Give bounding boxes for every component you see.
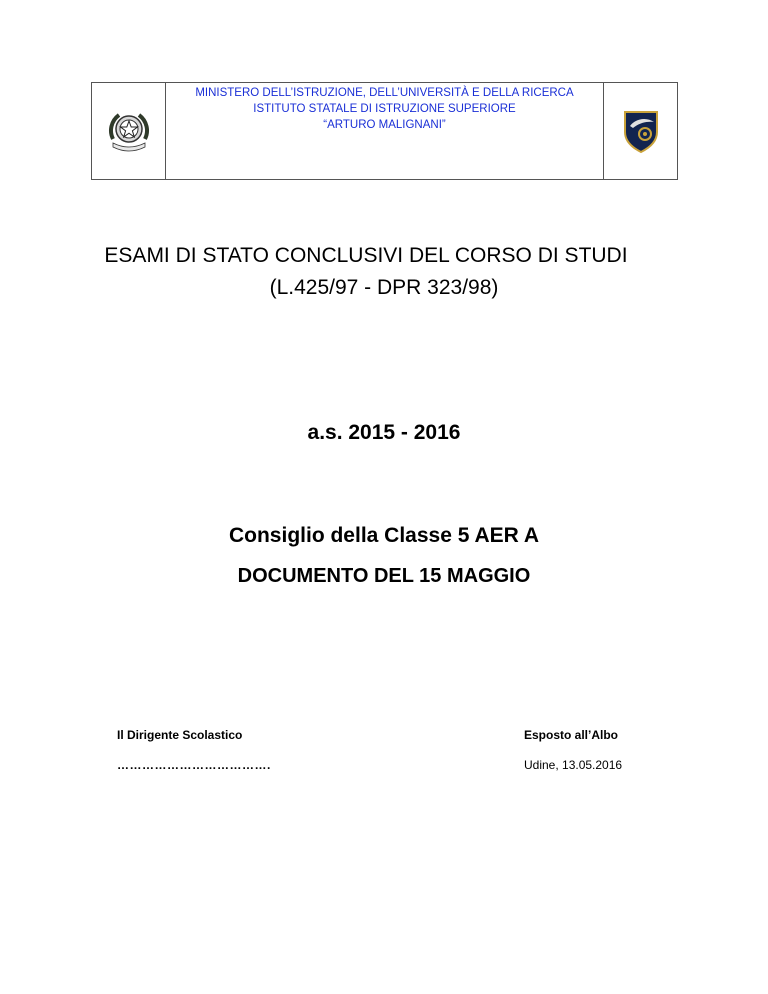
signature-line: ………………………………. bbox=[117, 758, 271, 772]
place-date: Udine, 13.05.2016 bbox=[524, 758, 623, 772]
institute-name: “ARTURO MALIGNANI” bbox=[323, 119, 446, 131]
ministry-name: MINISTERO DELL’ISTRUZIONE, DELL’UNIVERSITÀ E DELLA RICERCA bbox=[195, 87, 574, 99]
malignani-shield-icon bbox=[621, 108, 661, 154]
header-text bbox=[166, 83, 603, 179]
principal-label: Il Dirigente Scolastico bbox=[117, 728, 243, 742]
exam-title bbox=[0, 240, 768, 304]
exam-title-line2: (L.425/97 - DPR 323/98) bbox=[269, 276, 499, 299]
class-council: Consiglio della Classe 5 AER A bbox=[228, 524, 540, 547]
document-title: DOCUMENTO DEL 15 MAGGIO bbox=[237, 565, 531, 587]
italian-republic-emblem-icon bbox=[105, 109, 153, 153]
institute-type: ISTITUTO STATALE DI ISTRUZIONE SUPERIORE bbox=[253, 103, 516, 115]
header-table bbox=[91, 82, 678, 180]
exam-title-line1: ESAMI DI STATO CONCLUSIVI DEL CORSO DI STUDI bbox=[104, 244, 628, 267]
header-right-cell bbox=[603, 83, 677, 179]
header-left-cell bbox=[92, 83, 166, 179]
school-year: a.s. 2015 - 2016 bbox=[307, 421, 461, 444]
posted-label: Esposto all’Albo bbox=[524, 728, 619, 742]
